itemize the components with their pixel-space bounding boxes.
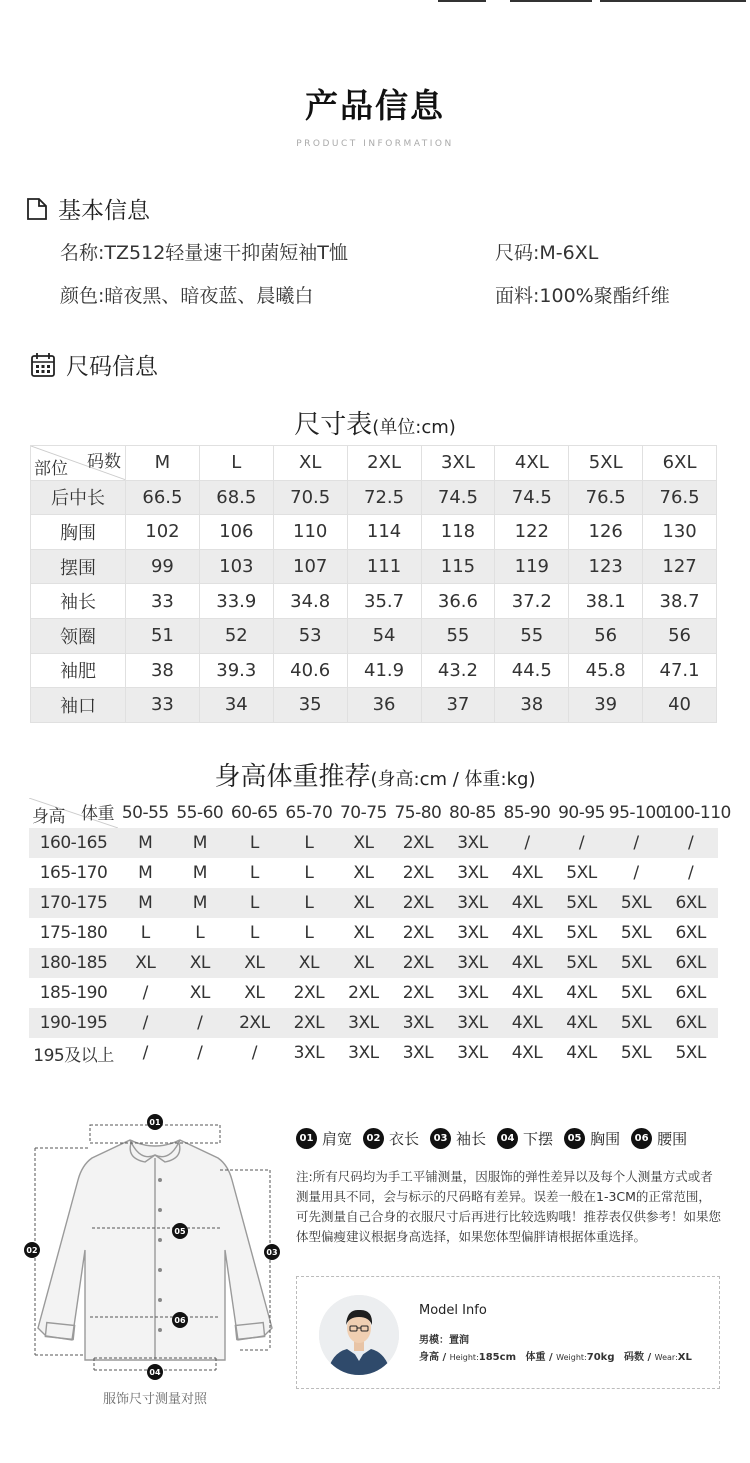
rec-size-cell: L bbox=[282, 888, 337, 918]
size-value-cell: 106 bbox=[199, 515, 273, 550]
rec-table-title-text: 身高体重推荐 bbox=[214, 762, 371, 792]
rec-size-cell: 2XL bbox=[402, 923, 434, 943]
size-value-cell: 37.2 bbox=[495, 584, 569, 619]
rec-table-row bbox=[29, 948, 718, 978]
size-table-corner-bottom: 部位 bbox=[34, 458, 68, 479]
model-gender-label: 男模： bbox=[419, 1335, 449, 1346]
page-subtitle: PRODUCT INFORMATION bbox=[296, 139, 454, 149]
rec-size-cell: 3XL bbox=[457, 983, 488, 1003]
rec-size-cell: XL bbox=[282, 948, 337, 978]
model-height: 185cm bbox=[478, 1352, 516, 1363]
size-header-cell: XL bbox=[273, 446, 347, 481]
legend-number-badge: 04 bbox=[497, 1128, 518, 1149]
rec-size-cell: 3XL bbox=[391, 1008, 446, 1038]
height-row-label: 160-165 bbox=[29, 828, 118, 858]
product-name: 名称:TZ512轻量速干抑菌短袖T恤 bbox=[60, 242, 348, 264]
rec-size-cell: 4XL bbox=[566, 1043, 597, 1063]
size-value-cell: 55 bbox=[495, 618, 569, 653]
rec-size-cell: XL bbox=[118, 948, 173, 978]
rec-size-cell: L bbox=[304, 863, 314, 883]
rec-size-cell: / bbox=[173, 1008, 228, 1038]
legend-number-badge: 05 bbox=[564, 1128, 585, 1149]
rec-size-cell: 6XL bbox=[663, 888, 718, 918]
diagram-marker-05 bbox=[172, 1223, 188, 1239]
size-header-cell: 2XL bbox=[347, 446, 421, 481]
page-title: 产品信息 bbox=[305, 86, 445, 125]
size-info-heading bbox=[30, 348, 158, 381]
rec-size-cell: 4XL bbox=[511, 983, 543, 1003]
size-value-cell: 44.5 bbox=[495, 653, 569, 688]
size-value-cell: 110 bbox=[273, 515, 347, 550]
height-row-label: 185-190 bbox=[39, 983, 108, 1003]
size-value-cell: 34 bbox=[199, 688, 273, 723]
size-value-cell: 40 bbox=[643, 688, 717, 723]
diagram-marker-label: 05 bbox=[174, 1227, 186, 1236]
size-row-label: 袖肥 bbox=[31, 653, 126, 688]
size-value-cell: 70.5 bbox=[273, 480, 347, 515]
rec-size-cell: XL bbox=[173, 948, 228, 978]
rec-size-cell: XL bbox=[244, 983, 265, 1003]
model-weight-label: 体重 / bbox=[525, 1352, 557, 1363]
rec-size-cell: M bbox=[192, 863, 207, 883]
model-info-card bbox=[296, 1276, 720, 1389]
size-value-cell: 41.9 bbox=[347, 653, 421, 688]
size-value-cell: 54 bbox=[347, 618, 421, 653]
rec-size-cell: M bbox=[173, 888, 228, 918]
diagram-caption: 服饰尺寸测量对照 bbox=[102, 1392, 207, 1407]
diagram-marker-label: 06 bbox=[174, 1316, 186, 1325]
size-value-cell: 74.5 bbox=[421, 480, 495, 515]
rec-size-cell: 2XL bbox=[402, 983, 434, 1003]
size-value-cell: 43.2 bbox=[421, 653, 495, 688]
rec-size-cell: 5XL bbox=[620, 983, 652, 1003]
size-value-cell: 36.6 bbox=[421, 584, 495, 619]
legend-item bbox=[363, 1128, 419, 1149]
size-table bbox=[30, 445, 717, 723]
legend-item bbox=[497, 1128, 553, 1149]
rec-table-title bbox=[0, 756, 750, 793]
weight-header-cell: 70-75 bbox=[339, 803, 387, 823]
legend-label: 衣长 bbox=[389, 1130, 420, 1148]
rec-size-cell: 2XL bbox=[391, 948, 446, 978]
diagram-marker-label: 01 bbox=[149, 1118, 161, 1127]
size-header-cell: M bbox=[126, 446, 200, 481]
size-value-cell: 56 bbox=[569, 618, 643, 653]
size-row-label: 袖长 bbox=[31, 584, 126, 619]
size-table-row bbox=[31, 480, 717, 515]
rec-size-cell: / bbox=[500, 828, 555, 858]
size-value-cell: 34.8 bbox=[273, 584, 347, 619]
rec-size-cell: XL bbox=[353, 863, 374, 883]
size-value-cell: 119 bbox=[495, 549, 569, 584]
model-height-en: Height: bbox=[449, 1353, 479, 1362]
size-value-cell: 38 bbox=[126, 653, 200, 688]
rec-size-cell: 4XL bbox=[511, 863, 543, 883]
legend-number-badge: 03 bbox=[430, 1128, 451, 1149]
size-table-corner bbox=[31, 446, 126, 481]
size-header-cell: 5XL bbox=[569, 446, 643, 481]
diagram-marker-01 bbox=[147, 1114, 163, 1130]
size-header-cell: 6XL bbox=[643, 446, 717, 481]
size-header-cell: 4XL bbox=[495, 446, 569, 481]
model-height-label: 身高 / bbox=[419, 1352, 450, 1363]
rec-size-cell: 5XL bbox=[554, 888, 609, 918]
legend-label: 袖长 bbox=[456, 1130, 487, 1148]
rec-table-row bbox=[29, 1008, 718, 1038]
size-row-label: 摆围 bbox=[31, 549, 126, 584]
rec-size-cell: 2XL bbox=[293, 983, 325, 1003]
rec-size-cell: 2XL bbox=[227, 1008, 282, 1038]
rec-size-cell: 6XL bbox=[675, 923, 706, 943]
size-value-cell: 55 bbox=[421, 618, 495, 653]
diagram-marker-06 bbox=[172, 1312, 188, 1328]
rec-size-cell: XL bbox=[336, 948, 391, 978]
rec-size-cell: 4XL bbox=[500, 1008, 555, 1038]
height-row-label: 190-195 bbox=[29, 1008, 118, 1038]
rec-size-cell: 3XL bbox=[457, 863, 488, 883]
rec-size-cell: XL bbox=[189, 983, 210, 1003]
rec-size-cell: L bbox=[282, 828, 337, 858]
rec-table-corner-top: 体重 bbox=[81, 804, 114, 824]
rec-size-cell: 5XL bbox=[566, 923, 597, 943]
rec-size-cell: 3XL bbox=[445, 828, 500, 858]
rec-size-cell: 3XL bbox=[457, 1043, 488, 1063]
rec-size-cell: 4XL bbox=[511, 923, 543, 943]
size-value-cell: 37 bbox=[421, 688, 495, 723]
rec-size-cell: XL bbox=[227, 948, 282, 978]
recommendation-table bbox=[29, 798, 731, 1068]
size-header-cell: 3XL bbox=[421, 446, 495, 481]
legend-item bbox=[564, 1128, 620, 1149]
size-value-cell: 76.5 bbox=[569, 480, 643, 515]
rec-size-cell: / bbox=[142, 1043, 148, 1063]
size-value-cell: 130 bbox=[643, 515, 717, 550]
rec-size-cell: 3XL bbox=[402, 1043, 434, 1063]
rec-size-cell: 2XL bbox=[391, 888, 446, 918]
size-value-cell: 74.5 bbox=[495, 480, 569, 515]
weight-header-cell: 65-70 bbox=[285, 803, 333, 823]
weight-header-cell: 85-90 bbox=[503, 803, 551, 823]
model-gender-line bbox=[419, 1331, 469, 1346]
size-value-cell: 76.5 bbox=[643, 480, 717, 515]
weight-header-cell: 100-110 bbox=[663, 803, 731, 823]
rec-size-cell: 2XL bbox=[348, 983, 379, 1003]
rec-size-cell: XL bbox=[336, 828, 391, 858]
rec-size-cell: M bbox=[138, 863, 153, 883]
rec-size-cell: 4XL bbox=[500, 888, 555, 918]
measurement-note: 注:所有尺码均为手工平铺测量，因服饰的弹性差异以及每个人测量方式或者测量用具不同，会与标示的尺码略有差异。误差一般在1-3CM的正常范围，可先测量自己合身的衣服尺寸后再进行比较选购哦！推荐表仅供参考！如果您体型偏瘦建议根据身高选择，如果您体型偏胖请根据体重选择。 bbox=[296, 1169, 722, 1244]
product-colors: 颜色:暗夜黑、暗夜蓝、晨曦白 bbox=[60, 285, 314, 307]
size-value-cell: 118 bbox=[421, 515, 495, 550]
weight-header-cell: 55-60 bbox=[176, 803, 224, 823]
height-row-label: 180-185 bbox=[29, 948, 118, 978]
rec-size-cell: 5XL bbox=[609, 1008, 664, 1038]
rec-size-cell: 6XL bbox=[675, 983, 706, 1003]
size-row-label: 领圈 bbox=[31, 618, 126, 653]
rec-size-cell: 4XL bbox=[511, 1043, 543, 1063]
rec-table-row bbox=[29, 978, 718, 1008]
size-table-row bbox=[31, 515, 717, 550]
rec-size-cell: XL bbox=[336, 888, 391, 918]
size-value-cell: 51 bbox=[126, 618, 200, 653]
size-header-cell: L bbox=[199, 446, 273, 481]
rec-size-cell: M bbox=[173, 828, 228, 858]
rec-size-cell: L bbox=[227, 828, 282, 858]
size-value-cell: 35.7 bbox=[347, 584, 421, 619]
diagram-marker-04 bbox=[147, 1364, 163, 1380]
size-value-cell: 115 bbox=[421, 549, 495, 584]
size-table-row bbox=[31, 584, 717, 619]
size-value-cell: 68.5 bbox=[199, 480, 273, 515]
size-value-cell: 52 bbox=[199, 618, 273, 653]
weight-header-cell: 50-55 bbox=[121, 803, 169, 823]
size-value-cell: 114 bbox=[347, 515, 421, 550]
diagram-marker-label: 03 bbox=[266, 1248, 278, 1257]
model-avatar bbox=[319, 1295, 399, 1375]
rec-size-cell: L bbox=[195, 923, 205, 943]
rec-size-cell: 3XL bbox=[445, 888, 500, 918]
legend-label: 下摆 bbox=[523, 1130, 554, 1148]
measure-legend bbox=[296, 1128, 698, 1149]
basic-info-title: 基本信息 bbox=[58, 198, 150, 224]
rec-size-cell: 5XL bbox=[554, 948, 609, 978]
height-row-label: 195及以上 bbox=[33, 1045, 114, 1066]
product-fabric: 面料:100%聚酯纤维 bbox=[495, 285, 670, 307]
size-value-cell: 33 bbox=[126, 688, 200, 723]
rec-size-cell: 5XL bbox=[609, 948, 664, 978]
legend-label: 腰围 bbox=[657, 1130, 688, 1148]
model-weight-en: Weight: bbox=[556, 1353, 587, 1362]
rec-table-row bbox=[29, 1038, 718, 1068]
height-row-label: 175-180 bbox=[39, 923, 108, 943]
rec-size-cell: / bbox=[142, 983, 148, 1003]
model-stats-line bbox=[419, 1348, 692, 1363]
rec-size-cell: XL bbox=[353, 923, 374, 943]
size-value-cell: 40.6 bbox=[273, 653, 347, 688]
rec-size-cell: M bbox=[118, 828, 173, 858]
size-value-cell: 38.7 bbox=[643, 584, 717, 619]
size-value-cell: 36 bbox=[347, 688, 421, 723]
size-row-label: 袖口 bbox=[31, 688, 126, 723]
size-value-cell: 103 bbox=[199, 549, 273, 584]
shirt-measure-diagram bbox=[20, 1110, 290, 1385]
model-info-title: Model Info bbox=[419, 1303, 487, 1318]
size-value-cell: 38.1 bbox=[569, 584, 643, 619]
rec-size-cell: 2XL bbox=[391, 828, 446, 858]
size-table-row bbox=[31, 688, 717, 723]
size-range: 尺码:M-6XL bbox=[495, 242, 599, 264]
legend-item bbox=[296, 1128, 352, 1149]
size-table-title bbox=[0, 404, 750, 441]
size-value-cell: 53 bbox=[273, 618, 347, 653]
rec-table-row bbox=[29, 828, 718, 858]
model-size-label: 码数 / bbox=[624, 1352, 655, 1363]
size-value-cell: 33 bbox=[126, 584, 200, 619]
size-value-cell: 39.3 bbox=[199, 653, 273, 688]
height-row-label: 165-170 bbox=[39, 863, 108, 883]
rec-table-unit: (身高:cm / 体重:kg) bbox=[370, 769, 536, 790]
top-edge-bar bbox=[0, 0, 750, 3]
rec-size-cell: 6XL bbox=[663, 948, 718, 978]
rec-size-cell: L bbox=[249, 923, 259, 943]
rec-size-cell: / bbox=[663, 828, 718, 858]
rec-table-row bbox=[29, 858, 718, 888]
legend-item bbox=[430, 1128, 486, 1149]
rec-size-cell: M bbox=[118, 888, 173, 918]
rec-size-cell: 3XL bbox=[457, 923, 488, 943]
diagram-marker-02 bbox=[24, 1242, 40, 1258]
legend-number-badge: 01 bbox=[296, 1128, 317, 1149]
weight-header-cell: 60-65 bbox=[230, 803, 278, 823]
rec-size-cell: 4XL bbox=[500, 948, 555, 978]
size-value-cell: 123 bbox=[569, 549, 643, 584]
basic-info-heading bbox=[26, 192, 150, 225]
rec-size-cell: 3XL bbox=[348, 1043, 379, 1063]
rec-size-cell: / bbox=[633, 863, 639, 883]
rec-size-cell: / bbox=[554, 828, 609, 858]
legend-item bbox=[631, 1128, 687, 1149]
size-value-cell: 47.1 bbox=[643, 653, 717, 688]
rec-size-cell: 3XL bbox=[445, 948, 500, 978]
rec-size-cell: 5XL bbox=[609, 888, 664, 918]
height-row-label: 170-175 bbox=[29, 888, 118, 918]
size-info-title: 尺码信息 bbox=[66, 354, 158, 380]
rec-table-row bbox=[29, 888, 718, 918]
size-table-row bbox=[31, 549, 717, 584]
legend-number-badge: 06 bbox=[631, 1128, 652, 1149]
size-value-cell: 111 bbox=[347, 549, 421, 584]
size-value-cell: 33.9 bbox=[199, 584, 273, 619]
rec-size-cell: 3XL bbox=[445, 1008, 500, 1038]
diagram-marker-label: 04 bbox=[149, 1368, 161, 1377]
size-value-cell: 45.8 bbox=[569, 653, 643, 688]
rec-size-cell: / bbox=[197, 1043, 203, 1063]
rec-table-corner-bottom: 身高 bbox=[32, 807, 65, 827]
rec-size-cell: L bbox=[140, 923, 150, 943]
size-row-label: 后中长 bbox=[31, 480, 126, 515]
rec-size-cell: L bbox=[304, 923, 314, 943]
rec-size-cell: / bbox=[609, 828, 664, 858]
size-value-cell: 127 bbox=[643, 549, 717, 584]
rec-size-cell: 4XL bbox=[554, 1008, 609, 1038]
size-value-cell: 99 bbox=[126, 549, 200, 584]
size-table-corner-top: 码数 bbox=[87, 452, 121, 472]
rec-size-cell: L bbox=[227, 888, 282, 918]
rec-size-cell: L bbox=[249, 863, 259, 883]
size-row-label: 胸围 bbox=[31, 515, 126, 550]
size-table-row bbox=[31, 653, 717, 688]
rec-size-cell: 3XL bbox=[293, 1043, 325, 1063]
calendar-icon bbox=[30, 352, 56, 378]
size-value-cell: 102 bbox=[126, 515, 200, 550]
size-value-cell: 72.5 bbox=[347, 480, 421, 515]
size-value-cell: 38 bbox=[495, 688, 569, 723]
legend-label: 肩宽 bbox=[322, 1130, 353, 1148]
rec-size-cell: 6XL bbox=[663, 1008, 718, 1038]
size-table-row bbox=[31, 618, 717, 653]
weight-header-cell: 80-85 bbox=[449, 803, 496, 823]
legend-number-badge: 02 bbox=[363, 1128, 384, 1149]
size-value-cell: 39 bbox=[569, 688, 643, 723]
document-icon bbox=[26, 197, 48, 221]
diagram-marker-03 bbox=[264, 1244, 280, 1260]
size-table-header-row bbox=[31, 446, 717, 481]
rec-size-cell: / bbox=[251, 1043, 257, 1063]
rec-size-cell: 2XL bbox=[282, 1008, 337, 1038]
size-table-unit: (单位:cm) bbox=[372, 417, 456, 438]
model-size-en: Wear: bbox=[654, 1353, 678, 1362]
size-value-cell: 122 bbox=[495, 515, 569, 550]
legend-label: 胸围 bbox=[590, 1130, 621, 1148]
weight-header-cell: 90-95 bbox=[558, 803, 605, 823]
weight-header-cell: 75-80 bbox=[394, 803, 442, 823]
rec-size-cell: 5XL bbox=[620, 923, 652, 943]
rec-size-cell: 5XL bbox=[566, 863, 597, 883]
size-value-cell: 56 bbox=[643, 618, 717, 653]
rec-size-cell: / bbox=[118, 1008, 173, 1038]
rec-size-cell: 2XL bbox=[402, 863, 434, 883]
size-value-cell: 126 bbox=[569, 515, 643, 550]
model-weight: 70kg bbox=[586, 1352, 615, 1363]
model-name: 置润 bbox=[449, 1335, 469, 1346]
rec-table-corner bbox=[29, 798, 118, 828]
rec-size-cell: 5XL bbox=[620, 1043, 652, 1063]
rec-size-cell: 3XL bbox=[336, 1008, 391, 1038]
model-size: XL bbox=[677, 1352, 692, 1363]
rec-size-cell: 4XL bbox=[566, 983, 597, 1003]
rec-table-row bbox=[29, 918, 718, 948]
diagram-marker-label: 02 bbox=[26, 1246, 38, 1255]
rec-table-header-row bbox=[29, 798, 718, 828]
size-value-cell: 66.5 bbox=[126, 480, 200, 515]
size-table-title-text: 尺寸表 bbox=[294, 410, 373, 440]
rec-size-cell: / bbox=[688, 863, 694, 883]
size-value-cell: 35 bbox=[273, 688, 347, 723]
weight-header-cell: 95-100 bbox=[608, 803, 666, 823]
size-value-cell: 107 bbox=[273, 549, 347, 584]
rec-size-cell: 5XL bbox=[675, 1043, 706, 1063]
